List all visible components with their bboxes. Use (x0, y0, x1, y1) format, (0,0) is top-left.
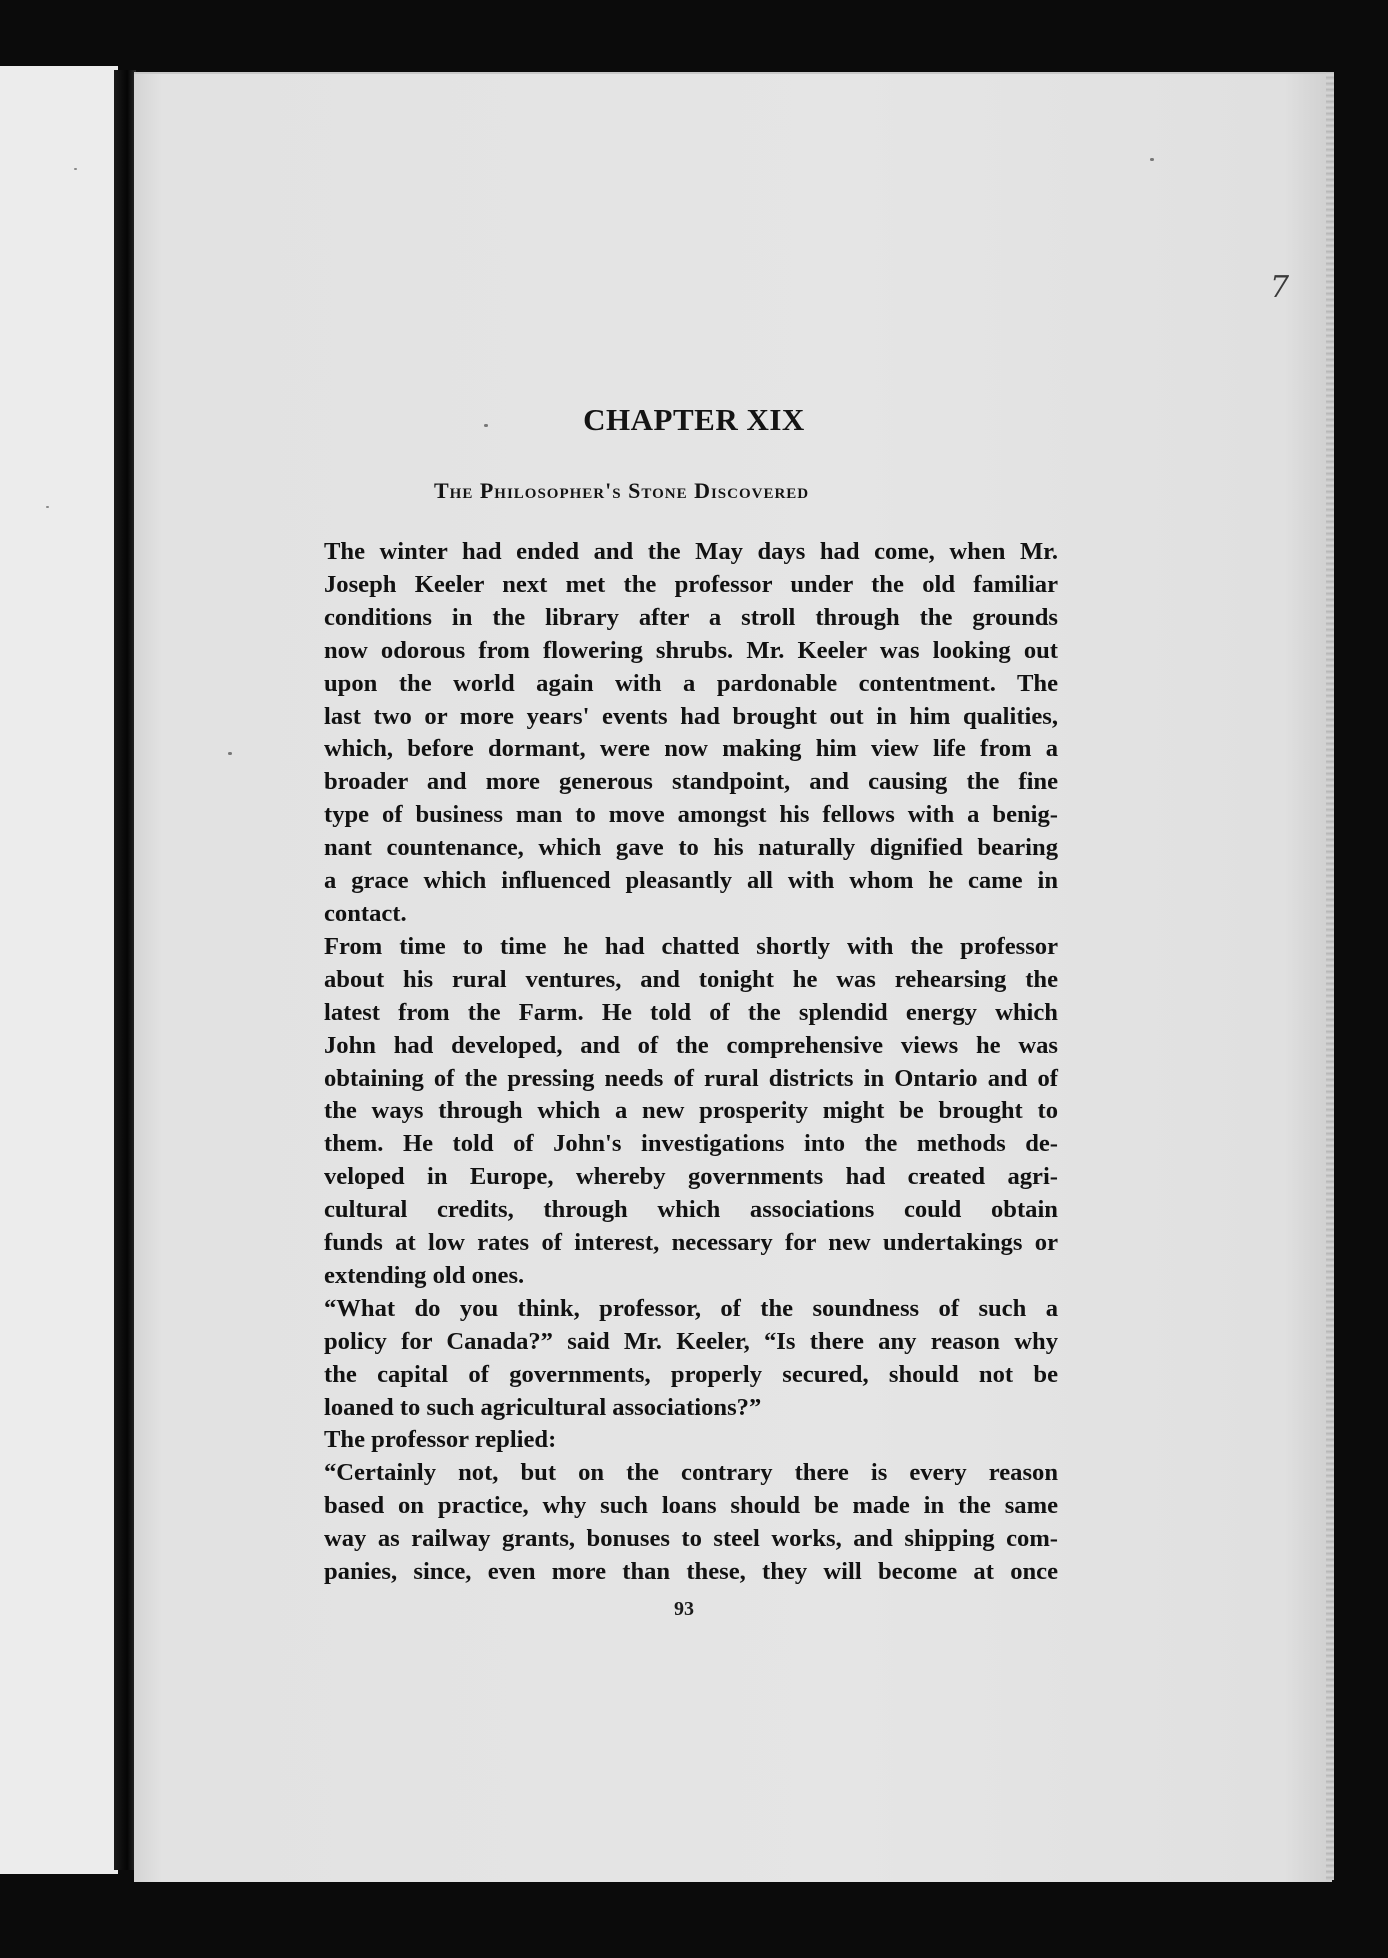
text-line: contact. (324, 899, 407, 927)
text-line: nant countenance, which gave to his naturally dignified bearing (324, 834, 1058, 862)
handwritten-margin-note: 7 (1270, 270, 1290, 305)
text-line: From time to time he had chatted shortly with the professor (324, 932, 1058, 960)
text-line: extending old ones. (324, 1261, 525, 1289)
text-line: John had developed, and of the comprehensive views he was (324, 1031, 1058, 1059)
text-line: Joseph Keeler next met the professor under the old familiar (324, 570, 1058, 598)
text-line: veloped in Europe, whereby governments had created agri- (324, 1163, 1058, 1191)
text-line: panies, since, even more than these, they will become at once (324, 1558, 1058, 1586)
text-line: latest from the Farm. He told of the splendid energy which (324, 998, 1058, 1026)
text-line: based on practice, why such loans should be made in the same (324, 1492, 1058, 1520)
paragraph (296, 536, 1058, 931)
text-line: a grace which influenced pleasantly all with whom he came in (324, 867, 1058, 895)
text-line: them. He told of John's investigations into the methods de- (324, 1130, 1058, 1158)
text-line: cultural credits, through which associations could obtain (324, 1196, 1058, 1224)
paragraph (296, 1424, 1058, 1457)
paragraph (296, 1293, 1058, 1425)
text-line: The winter had ended and the May days had come, when Mr. (324, 538, 1058, 565)
chapter-subtitle: The Philosopher's Stone Discovered (434, 478, 810, 503)
text-line: now odorous from flowering shrubs. Mr. Keeler was looking out (324, 636, 1058, 664)
text-line: conditions in the library after a stroll through the grounds (324, 603, 1058, 631)
paper-speck (46, 506, 49, 508)
page-number-text: 93 (674, 1598, 694, 1620)
text-line: which, before dormant, were now making him view life from a (324, 735, 1058, 763)
text-line: about his rural ventures, and tonight he was rehearsing the (324, 965, 1058, 993)
text-line: upon the world again with a pardonable contentment. The (324, 669, 1058, 697)
text-line: broader and more generous standpoint, and causing the fine (324, 768, 1058, 796)
ink-speck (228, 752, 232, 755)
text-line: the capital of governments, properly secured, should not be (324, 1360, 1058, 1388)
paper-speck (74, 168, 77, 170)
chapter-title-text: CHAPTER XIX (583, 402, 805, 437)
paragraph (296, 931, 1058, 1293)
page-number (0, 1598, 1388, 1621)
text-line: last two or more years' events had brought out in him qualities, (324, 702, 1058, 730)
text-line: policy for Canada?” said Mr. Keeler, “Is there any reason why (324, 1327, 1058, 1355)
text-line: way as railway grants, bonuses to steel works, and shipping com- (324, 1525, 1058, 1553)
text-line: funds at low rates of interest, necessary for new undertakings or (324, 1229, 1058, 1257)
body-text (296, 536, 1058, 1589)
ink-speck (1150, 158, 1154, 161)
text-line: loaned to such agricultural associations?” (324, 1393, 762, 1421)
paragraph (296, 1457, 1058, 1589)
text-line: the ways through which a new prosperity might be brought to (324, 1097, 1058, 1125)
text-line: “What do you think, professor, of the soundness of such a (324, 1294, 1058, 1322)
text-line: “Certainly not, but on the contrary there is every reason (324, 1459, 1058, 1487)
text-line: obtaining of the pressing needs of rural districts in Ontario and of (324, 1064, 1058, 1092)
chapter-title (0, 402, 1388, 438)
text-line: The professor replied: (324, 1426, 557, 1454)
text-line: type of business man to move amongst his fellows with a benig- (324, 801, 1058, 829)
